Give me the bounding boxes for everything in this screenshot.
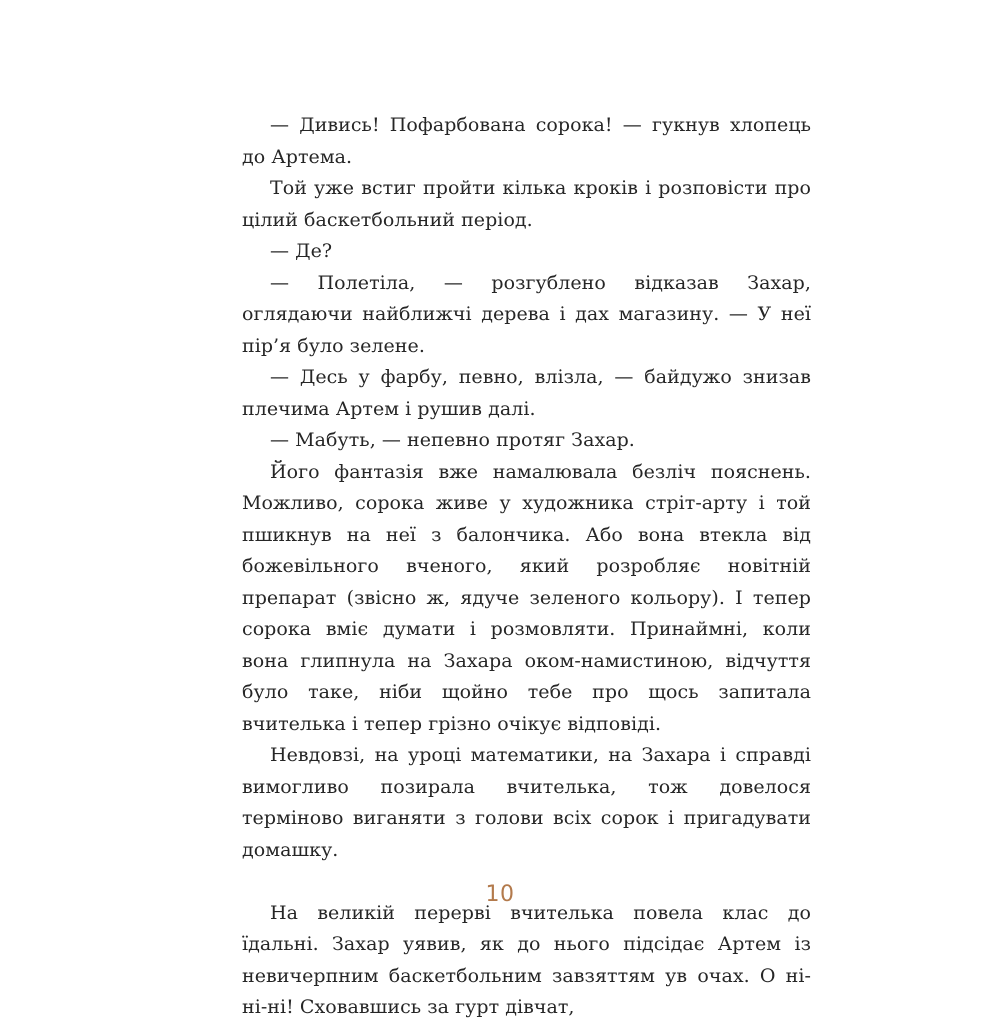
page-number: 10 [485,882,515,907]
paragraph: Його фантазія вже намалювала безліч пояснень. Можливо, сорока живе у художника стріт-арту і той пшикнув на неї з балончика. Або вона втекла від божевільного вченого, який розробляє новітній препарат (звісно ж, ядуче зеленого кольору). І тепер сорока вміє думати і розмовляти. Принаймні, коли вона глипнула на Захара оком-намистиною, відчуття було таке, ніби щойно тебе про щось запитала вчителька і тепер грізно очікує відповіді. [242,460,811,735]
paragraph: Той уже встиг пройти кілька кроків і розповісти про цілий баскетбольний період. [242,177,811,231]
paragraph: — Полетіла, — розгублено відказав Захар, оглядаючи найближчі дерева і дах магазину. — У неї пір’я було зелене. [242,271,811,357]
paragraph: — Десь у фарбу, певно, влізла, — байдужо знизав плечима Артем і рушив далі. [242,366,811,420]
paragraph: — Мабуть, — непевно протяг Захар. [270,429,635,451]
paragraph: — Де? [270,240,333,262]
paragraph: Невдовзі, на уроці математики, на Захара і справді вимогливо позирала вчителька, тож довелося терміново виганяти з голови всіх сорок і пригадувати домашку. [242,744,811,861]
paragraph: На великій перерві вчителька повела клас до їдальні. Захар уявив, як до нього підсідає Артем із невичерпним баскетбольним завзяттям ув очах. О ні-ні-ні! Сховавшись за гурт дівчат, [242,901,811,1018]
paragraph: — Дивись! Пофарбована сорока! — гукнув хлопець до Артема. [242,114,811,168]
